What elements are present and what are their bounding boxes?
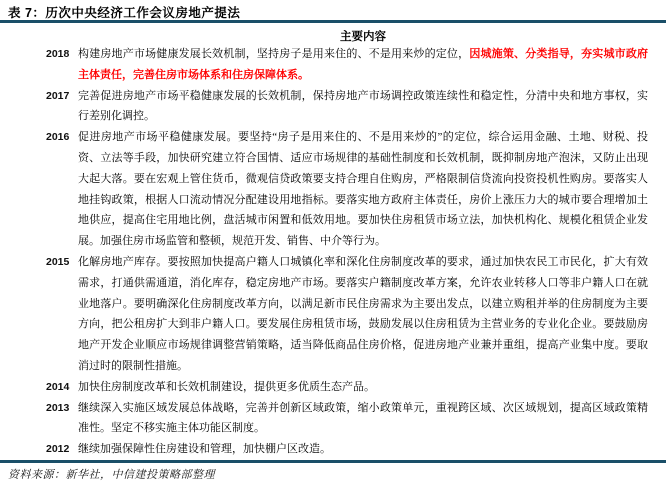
row-content xyxy=(78,398,666,440)
top-rule xyxy=(0,20,666,23)
bottom-rule xyxy=(0,460,666,463)
year-label: 2014 xyxy=(46,380,70,393)
body-text: 完善促进房地产市场平稳健康发展的长效机制，保持房地产市场调控政策连续性和稳定性，分清中央和地方事权，实行差别化调控。 xyxy=(78,89,648,123)
year-label: 2013 xyxy=(46,401,70,414)
year-label: 2017 xyxy=(46,89,70,102)
table-row xyxy=(0,252,666,377)
row-content xyxy=(78,86,666,128)
year-label: 2012 xyxy=(46,443,70,456)
table-row xyxy=(0,377,666,398)
body-text: 构建房地产市场健康发展长效机制，坚持房子是用来住的、不是用来炒的定位， xyxy=(78,48,470,60)
year-label: 2015 xyxy=(46,255,70,268)
body-text: 加快住房制度改革和长效机制建设，提供更多优质生态产品。 xyxy=(78,380,375,393)
row-content xyxy=(78,252,666,377)
row-content xyxy=(78,439,666,460)
table-row xyxy=(0,127,666,252)
year-label: 2018 xyxy=(46,48,70,60)
row-content xyxy=(78,44,666,86)
body-text: 化解房地产库存。要按照加快提高户籍人口城镇化率和深化住房制度改革的要求，通过加快农民工市民化，扩大有效需求，打通供需通道，消化库存，稳定房地产市场。要落实户籍制度改革方案，允许农业转移人口等非户籍人口在就业地落户。要明确深化住房制度改革方向，以满足新市民住房需求为主要出发点，以建立购租并举的住房制度为主要方向，把公租房扩大到非户籍人口。要发展住房租赁市场，鼓励发展以住房租赁为主营业务的专业化企业。要鼓励房地产开发企业顺应市场规律调整营销策略，适当降低商品住房价格，促进房地产业兼并重组，提高产业集中度。要取消过时的限制性措施。 xyxy=(78,255,648,372)
table-body xyxy=(0,44,666,460)
table-title: 表 7：历次中央经济工作会议房地产提法 xyxy=(8,6,241,20)
row-content xyxy=(78,127,666,252)
year-label: 2016 xyxy=(46,131,70,144)
body-text: 继续加强保障性住房建设和管理，加快棚户区改造。 xyxy=(78,443,331,456)
body-text: 促进房地产市场平稳健康发展。要坚持“房子是用来住的、不是用来炒的”的定位，综合运用金融、土地、财税、投资、立法等手段，加快研究建立符合国情、适应市场规律的基础性制度和长效机制，既抑制房地产泡沫，又防止出现大起大落。要在宏观上管住货币，微观信贷政策要支持合理自住购房，严格限制信贷流向投资投机性购房。要落实人地挂钩政策，根据人口流动情况分配建设用地指标。要落实地方政府主体责任，房价上涨压力大的城市要合理增加土地供应，提高住宅用地比例，盘活城市闲置和低效用地。要加快住房租赁市场立法，加快机构化、规模化租赁企业发展。加强住房市场监管和整顿，规范开发、销售、中介等行为。 xyxy=(78,131,648,248)
source-note: 资料来源：新华社，中信建投策略部整理 xyxy=(8,469,215,481)
table-row xyxy=(0,439,666,460)
body-text: 继续深入实施区域发展总体战略，完善并创新区域政策，缩小政策单元，重视跨区域、次区域规划，提高区域政策精准性。坚定不移实施主体功能区制度。 xyxy=(78,401,648,435)
column-header-main-content: 主要内容 xyxy=(340,31,386,43)
table-row xyxy=(0,86,666,128)
row-content xyxy=(78,377,666,398)
table-row xyxy=(0,44,666,86)
table-row xyxy=(0,398,666,440)
emphasized-text: 因城施策、分类指导，夯实城市政府主体责任，完善住房市场体系和住房保障体系。 xyxy=(78,48,649,81)
